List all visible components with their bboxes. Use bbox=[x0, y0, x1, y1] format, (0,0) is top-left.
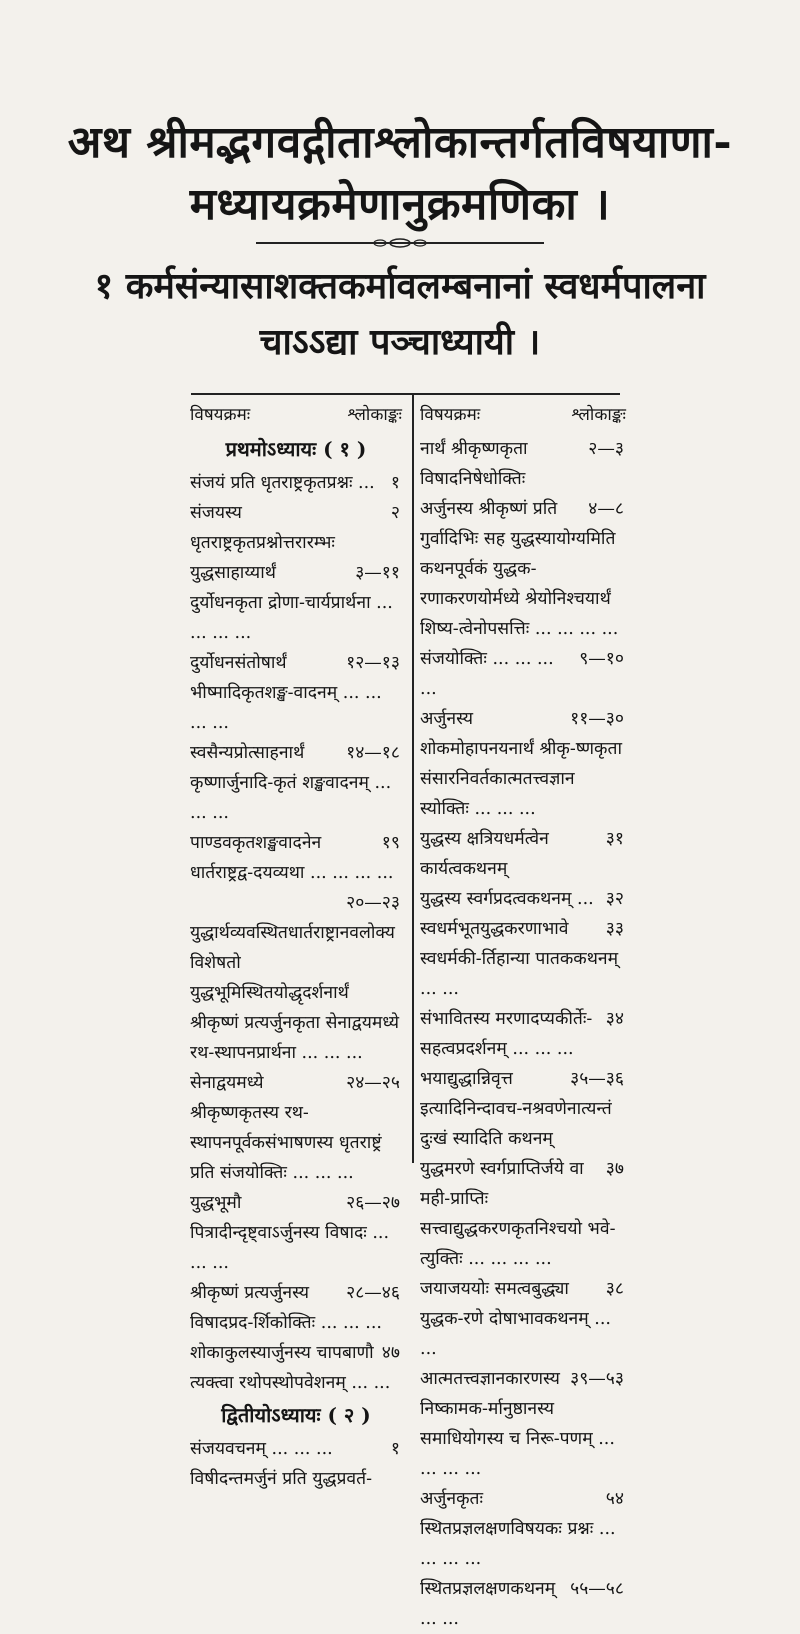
index-entry bbox=[420, 494, 626, 644]
entry-text: अर्जुनस्य शोकमोहापनयनार्थं श्रीकृ-ष्णकृता संसारनिवर्तकात्मतत्त्वज्ञान स्योक्तिः ... ... ... bbox=[420, 709, 622, 819]
entry-text: युद्धार्थव्यवस्थितधार्तराष्ट्रानवलोक्य विशेषतो युद्धभूमिस्थितयोद्धृदर्शनार्थं श्रीकृष्णं प्रत्यर्जुनकृता सेनाद्वयमध्ये रथ-स्थापनप्रार्थना ... ... ... bbox=[190, 923, 400, 1063]
entry-text: संभावितस्य मरणादप्यकीर्तेः-सहत्वप्रदर्शनम् ... ... ... bbox=[420, 1009, 593, 1059]
index-entry bbox=[420, 1154, 626, 1274]
subject-header: विषयक्रमः bbox=[420, 405, 481, 425]
left-entries2-list bbox=[190, 1434, 402, 1494]
entry-text: युद्धस्य क्षत्रियधर्मत्वेन कार्यत्वकथनम् bbox=[420, 829, 549, 879]
entry-text: पाण्डवकृतशङ्खवादनेन धार्तराष्ट्रद्व-दयव्यथा ... ... ... ... bbox=[190, 833, 394, 883]
verse-header: श्लोकाङ्कः bbox=[347, 405, 402, 425]
entry-text: अर्जुनकृतः स्थितप्रज्ञलक्षणविषयकः प्रश्नः ... ... ... ... bbox=[420, 1489, 616, 1569]
section-heading bbox=[40, 258, 760, 370]
top-rule-right bbox=[411, 393, 620, 395]
verse-number: ३९—५३ bbox=[570, 1369, 624, 1389]
verse-number: ३७ bbox=[605, 1159, 624, 1179]
index-entry bbox=[190, 1464, 402, 1494]
index-entry bbox=[190, 468, 402, 498]
entry-text: श्रीकृष्णं प्रत्यर्जुनस्य विषादप्रद-र्शिकोक्तिः ... ... ... bbox=[190, 1283, 382, 1333]
ornamental-divider bbox=[256, 236, 544, 250]
entry-text: युद्धसाहाय्यार्थं दुर्योधनकृता द्रोणा-चार्यप्रार्थना ... ... ... ... bbox=[190, 563, 393, 643]
entry-text: नार्थं श्रीकृष्णकृता विषादनिषेधोक्तिः bbox=[420, 439, 528, 489]
index-entry bbox=[190, 1068, 402, 1188]
index-entry bbox=[420, 434, 626, 494]
index-entry bbox=[190, 1278, 402, 1338]
verse-number: ३२ bbox=[605, 889, 624, 909]
entry-text: स्वसैन्यप्रोत्साहनार्थं कृष्णार्जुनादि-कृतं शङ्खवादनम् ... ... ... bbox=[190, 743, 392, 823]
entry-text: संजयस्य धृतराष्ट्रकृतप्रश्नोत्तरारम्भः bbox=[190, 503, 335, 553]
title-line-2: मध्यायक्रमेणानुक्रमणिका । bbox=[189, 179, 611, 230]
right-column-header bbox=[420, 400, 626, 430]
index-entry bbox=[420, 644, 626, 704]
verse-number: २४—२५ bbox=[346, 1073, 400, 1093]
verse-number: ३३ bbox=[605, 919, 624, 939]
index-entry bbox=[420, 1574, 626, 1634]
verse-number: ९—१० bbox=[579, 649, 624, 669]
top-rule-left bbox=[191, 393, 411, 395]
entry-text: भयाद्युद्धान्निवृत्त इत्यादिनिन्दावच-नश्रवणेनात्यन्तं दुःखं स्यादिति कथनम् bbox=[420, 1069, 612, 1149]
index-entry bbox=[420, 824, 626, 884]
index-entry bbox=[420, 1364, 626, 1484]
entry-text: सेनाद्वयमध्ये श्रीकृष्णकृतस्य रथ-स्थापनपूर्वकसंभाषणस्य धृतराष्ट्रं प्रति संजयोक्तिः ... ... ... bbox=[190, 1073, 382, 1183]
index-entry bbox=[190, 828, 402, 888]
verse-number: १२—१३ bbox=[346, 653, 400, 673]
verse-number: ३—११ bbox=[355, 563, 400, 583]
chapter-2-title: द्वितीयोऽध्यायः ( २ ) bbox=[221, 1403, 371, 1427]
right-entries-list bbox=[420, 434, 626, 1634]
left-column-header bbox=[190, 400, 402, 430]
entry-text: युद्धभूमौ पित्रादीन्दृष्ट्वाऽर्जुनस्य विषादः ... ... ... bbox=[190, 1193, 390, 1273]
index-entry bbox=[420, 1484, 626, 1574]
entry-text: स्थितप्रज्ञलक्षणकथनम् ... ... bbox=[420, 1579, 556, 1629]
subtitle-line-1: १ कर्मसंन्यासाशक्तकर्मावलम्बनानां स्वधर्मपालना bbox=[94, 265, 706, 307]
entry-text: संजयोक्तिः ... ... ... ... bbox=[420, 649, 554, 699]
chapter-1-title: प्रथमोऽध्यायः ( १ ) bbox=[225, 437, 367, 461]
verse-number: ३४ bbox=[605, 1009, 624, 1029]
index-entry bbox=[190, 1338, 402, 1398]
verse-number: ११—३० bbox=[570, 709, 624, 729]
verse-number: २०—२३ bbox=[346, 893, 400, 913]
verse-number: ५५—५८ bbox=[570, 1579, 624, 1599]
verse-number: २६—२७ bbox=[346, 1193, 400, 1213]
entry-text: संजयं प्रति धृतराष्ट्रकृतप्रश्नः ... bbox=[190, 473, 375, 493]
verse-number: ४७ bbox=[381, 1343, 400, 1363]
index-entry bbox=[190, 1188, 402, 1278]
index-entry bbox=[420, 1064, 626, 1154]
index-entry bbox=[190, 558, 402, 648]
entry-text: युद्धमरणे स्वर्गप्राप्तिर्जये वा मही-प्राप्तिः सत्त्वाद्युद्धकरणकृतनिश्चयो भवे-त्युक्तिः ... ... ... ... bbox=[420, 1159, 616, 1269]
verse-number: १४—१८ bbox=[346, 743, 400, 763]
entry-text: शोकाकुलस्यार्जुनस्य चापबाणौ त्यक्त्वा रथोपस्थोपवेशनम् ... ... bbox=[190, 1343, 391, 1393]
verse-header: श्लोकाङ्कः bbox=[571, 405, 626, 425]
right-column bbox=[420, 400, 626, 1634]
page-title bbox=[40, 112, 760, 236]
subtitle-line-2: चाऽऽद्या पञ्चाध्यायी । bbox=[259, 321, 541, 363]
index-entry bbox=[190, 498, 402, 558]
index-entry bbox=[190, 648, 402, 738]
entry-text: विषीदन्तमर्जुनं प्रति युद्धप्रवर्त- bbox=[190, 1469, 373, 1489]
index-entry bbox=[420, 1274, 626, 1364]
entry-text: स्वधर्मभूतयुद्धकरणाभावे स्वधर्मकी-र्तिहान्या पातककथनम् ... ... bbox=[420, 919, 619, 999]
verse-number: २८—४६ bbox=[346, 1283, 400, 1303]
left-column bbox=[190, 400, 402, 1494]
column-divider bbox=[412, 393, 414, 1163]
entry-text: युद्धस्य स्वर्गप्रदत्वकथनम् ... bbox=[420, 889, 594, 909]
verse-number: २—३ bbox=[588, 439, 624, 459]
verse-number: ४—८ bbox=[588, 499, 624, 519]
verse-number: ५४ bbox=[605, 1489, 624, 1509]
verse-number: १९ bbox=[381, 833, 400, 853]
verse-number: ३५—३६ bbox=[570, 1069, 624, 1089]
entry-text: दुर्योधनसंतोषार्थं भीष्मादिकृतशङ्ख-वादनम् ... ... ... ... bbox=[190, 653, 382, 733]
index-entry bbox=[420, 914, 626, 1004]
index-entry bbox=[420, 1004, 626, 1064]
index-entry bbox=[190, 888, 402, 1068]
entry-text: संजयवचनम् ... ... ... bbox=[190, 1439, 333, 1459]
entry-text: आत्मतत्त्वज्ञानकारणस्य निष्कामक-र्मानुष्ठानस्य समाधियोगस्य च निरू-पणम् ... ... ... ... bbox=[420, 1369, 615, 1479]
left-entries-list bbox=[190, 468, 402, 1398]
verse-number: ३८ bbox=[605, 1279, 624, 1299]
verse-number: १ bbox=[390, 473, 400, 493]
index-entry bbox=[190, 738, 402, 828]
verse-number: २ bbox=[390, 503, 400, 523]
entry-text: जयाजययोः समत्वबुद्ध्या युद्धक-रणे दोषाभावकथनम् ... ... bbox=[420, 1279, 611, 1359]
verse-number: १ bbox=[390, 1439, 400, 1459]
verse-number: ३१ bbox=[605, 829, 624, 849]
subject-header: विषयक्रमः bbox=[190, 405, 251, 425]
title-line-1: अथ श्रीमद्भगवद्गीताश्लोकान्तर्गतविषयाणा- bbox=[67, 117, 733, 168]
index-entry bbox=[190, 1434, 402, 1464]
index-entry bbox=[420, 704, 626, 824]
entry-text: अर्जुनस्य श्रीकृष्णं प्रति गुर्वादिभिः सह युद्धस्यायोग्यमिति कथनपूर्वकं युद्धक-रणाकरणयोर्मध्ये श्रेयोनिश्चयार्थं शिष्य-त्वेनोपसत्तिः ... ... ... ... bbox=[420, 499, 619, 639]
index-entry bbox=[420, 884, 626, 914]
